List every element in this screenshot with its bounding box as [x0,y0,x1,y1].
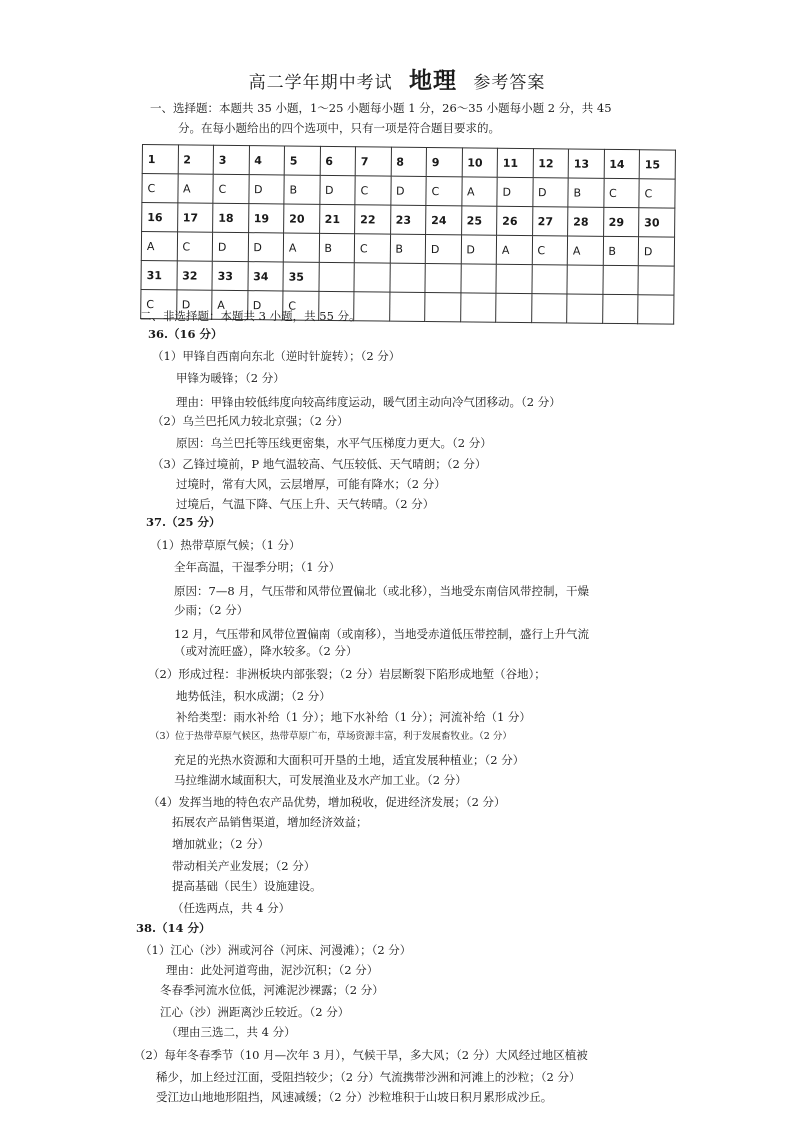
answer-cell: D [248,175,284,204]
question-number-cell: 15 [639,150,675,179]
q38-line: （1）江心（沙）洲或河谷（河床、河漫滩）；（2 分） [140,943,412,957]
answer-cell [638,295,674,324]
answer-cell: C [354,234,390,263]
question-number-cell [460,264,496,293]
q38-line: 稀少，加上经过江面，受阻挡较少；（2 分）气流携带沙洲和河滩上的沙粒；（2 分） [156,1070,581,1084]
q38-heading: 38.（14 分） [136,921,211,935]
answer-cell [602,294,638,323]
question-number-cell: 32 [176,261,212,290]
answer-cell: B [568,178,604,207]
q37-line: 地势低洼，积水成湖；（2 分） [176,689,331,703]
answer-cell: D [461,235,497,264]
answer-cell [496,293,532,322]
answer-cell: C [603,178,639,207]
q37-line: （2）形成过程：非洲板块内部张裂；（2 分）岩层断裂下陷形成地堑（谷地）； [148,667,546,681]
question-number-cell [354,263,390,292]
question-number-cell: 1 [142,145,178,174]
question-number-cell: 9 [426,147,462,176]
question-number-cell [602,265,638,294]
question-number-cell: 34 [247,262,283,291]
question-number-cell [425,263,461,292]
answer-cell: D [247,291,283,320]
answer-cell: B [284,175,320,204]
q36-line: （2）乌兰巴托风力较北京强；（2 分） [152,414,349,428]
q36-line: （3）乙锋过境前，P 地气温较高、气压较低、天气晴朗；（2 分） [152,457,487,471]
question-number-cell: 4 [249,146,285,175]
q37-heading: 37.（25 分） [146,515,221,529]
answer-cell: A [567,236,603,265]
question-number-cell: 7 [355,147,391,176]
answer-cell: B [319,233,355,262]
question-number-cell: 18 [213,203,249,232]
question-number-cell: 2 [178,145,214,174]
answer-cell: D [497,177,533,206]
answer-cell: D [319,175,355,204]
title-exam: 高二学年期中考试 [248,73,393,93]
answer-cell [567,294,603,323]
answer-cell: D [212,232,248,261]
question-number-cell: 35 [283,262,319,291]
q38-line: 冬春季河流水位低，河滩泥沙裸露；（2 分） [160,983,384,997]
question-number-cell: 11 [497,148,533,177]
answer-cell: C [355,176,391,205]
answer-cell: A [177,174,213,203]
answer-cell: B [603,236,639,265]
answer-cell [425,292,461,321]
question-number-cell: 28 [568,207,604,236]
q37-line: 提高基础（民生）设施建设。 [172,879,322,893]
q37-line: 增加就业；（2 分） [172,837,270,851]
title-subject: 地理 [409,68,457,94]
q37-line: （任选两点，共 4 分） [172,901,291,915]
answer-cell: C [142,174,178,203]
question-number-cell: 27 [532,207,568,236]
q37-line: （3）位于热带草原气候区，热带草原广布，草场资源丰富，利于发展畜牧业。（2 分） [150,731,512,742]
question-number-cell: 19 [248,204,284,233]
question-number-cell: 3 [213,145,249,174]
answer-cell [531,294,567,323]
answer-cell: A [141,232,177,261]
q38-line: 理由：此处河道弯曲，泥沙沉积；（2 分） [166,963,379,977]
q36-line: 过境时，常有大风，云层增厚，可能有降水；（2 分） [176,477,446,491]
q36-heading: 36.（16 分） [148,327,223,341]
answer-cell: C [283,291,319,320]
question-number-cell: 12 [533,149,569,178]
answer-cell: A [461,177,497,206]
question-number-cell [389,263,425,292]
part1-instruction-1: 一、选择题：本题共 35 小题，1～25 小题每小题 1 分，26～35 小题每小题 2 分，共 45 [150,101,612,115]
question-number-cell: 30 [639,208,675,237]
answer-cell: D [532,178,568,207]
q36-line: （1）甲锋自西南向东北（逆时针旋转）；（2 分） [152,349,401,363]
q37-line: 带动相关产业发展；（2 分） [172,859,316,873]
answer-cell: B [390,234,426,263]
question-number-cell [318,262,354,291]
q37-line: （4）发挥当地的特色农产品优势，增加税收，促进经济发展；（2 分） [148,795,506,809]
q38-line: 江心（沙）洲距离沙丘较近。（2 分） [160,1005,350,1019]
question-number-cell: 29 [603,207,639,236]
question-number-cell: 25 [461,206,497,235]
q37-line: 原因：7—8 月，气压带和风带位置偏北（或北移），当地受东南信风带控制，干燥 [174,584,590,598]
answer-cell: C [639,179,675,208]
question-number-cell: 22 [355,205,391,234]
q37-line: 充足的光热水资源和大面积可开垦的土地，适宜发展种植业；（2 分） [174,753,525,767]
answer-cell: A [283,233,319,262]
question-number-cell [638,266,674,295]
part1-instruction-2: 分。在每小题给出的四个选项中，只有一项是符合题目要求的。 [178,121,500,135]
q37-line: 少雨；（2 分） [174,603,249,617]
question-number-cell: 20 [284,204,320,233]
answer-cell: D [638,237,674,266]
answer-cell: C [213,174,249,203]
q38-line: （理由三选二，共 4 分） [166,1025,296,1039]
question-number-cell: 17 [177,203,213,232]
question-number-cell: 24 [426,205,462,234]
question-number-cell: 14 [604,149,640,178]
question-number-cell: 31 [141,260,177,289]
q38-line: 受江边山地地形阻挡，风速减缓；（2 分）沙粒堆积于山坡日积月累形成沙丘。 [156,1090,553,1104]
answer-cell: D [425,234,461,263]
question-number-cell: 6 [320,146,356,175]
q37-line: 拓展农产品销售渠道，增加经济效益； [172,815,368,829]
question-number-cell: 8 [391,147,427,176]
q37-line: 12 月，气压带和风带位置偏南（或南移），当地受赤道低压带控制，盛行上升气流 [174,627,590,641]
question-number-cell [531,265,567,294]
q37-line: 马拉维湖水域面积大，可发展渔业及水产加工业。（2 分） [174,773,467,787]
question-number-cell [496,264,532,293]
question-number-cell [567,265,603,294]
answer-cell [389,292,425,321]
question-number-cell: 10 [462,148,498,177]
answer-cell: C [532,236,568,265]
answer-cell: A [212,290,248,319]
question-number-cell: 13 [568,149,604,178]
q37-line: 全年高温，干湿季分明；（1 分） [174,560,341,574]
question-number-cell: 21 [319,204,355,233]
answer-cell [460,293,496,322]
answer-cell: C [141,289,177,318]
part2-heading: 二、非选择题：本题共 3 小题，共 55 分。 [140,309,361,323]
q37-line: 补给类型：雨水补给（1 分）；地下水补给（1 分）；河流补给（1 分） [176,710,531,724]
answer-cell: D [248,233,284,262]
title-answers: 参考答案 [473,73,546,93]
answer-cell: D [390,176,426,205]
answer-cell: C [177,232,213,261]
question-number-cell: 23 [390,205,426,234]
question-number-cell: 16 [142,203,178,232]
page-title [0,62,794,95]
question-number-cell: 5 [284,146,320,175]
q38-line: （2）每年冬春季节（10 月—次年 3 月），气候干旱，多大风；（2 分）大风经过地区植被 [134,1048,588,1062]
q36-line: 过境后，气温下降、气压上升、天气转晴。（2 分） [176,497,435,511]
question-number-cell: 26 [497,206,533,235]
q36-line: 原因：乌兰巴托等压线更密集，水平气压梯度力更大。（2 分） [176,436,492,450]
q37-line: （或对流旺盛），降水较多。（2 分） [174,644,358,658]
q37-line: （1）热带草原气候；（1 分） [150,538,301,552]
question-number-cell: 33 [212,261,248,290]
q36-line: 理由：甲锋由较低纬度向较高纬度运动，暖气团主动向冷气团移动。（2 分） [176,395,561,409]
answer-table [140,144,675,325]
q36-line: 甲锋为暖锋；（2 分） [176,371,285,385]
answer-cell: A [496,235,532,264]
answer-cell: D [176,290,212,319]
answer-cell: C [426,176,462,205]
